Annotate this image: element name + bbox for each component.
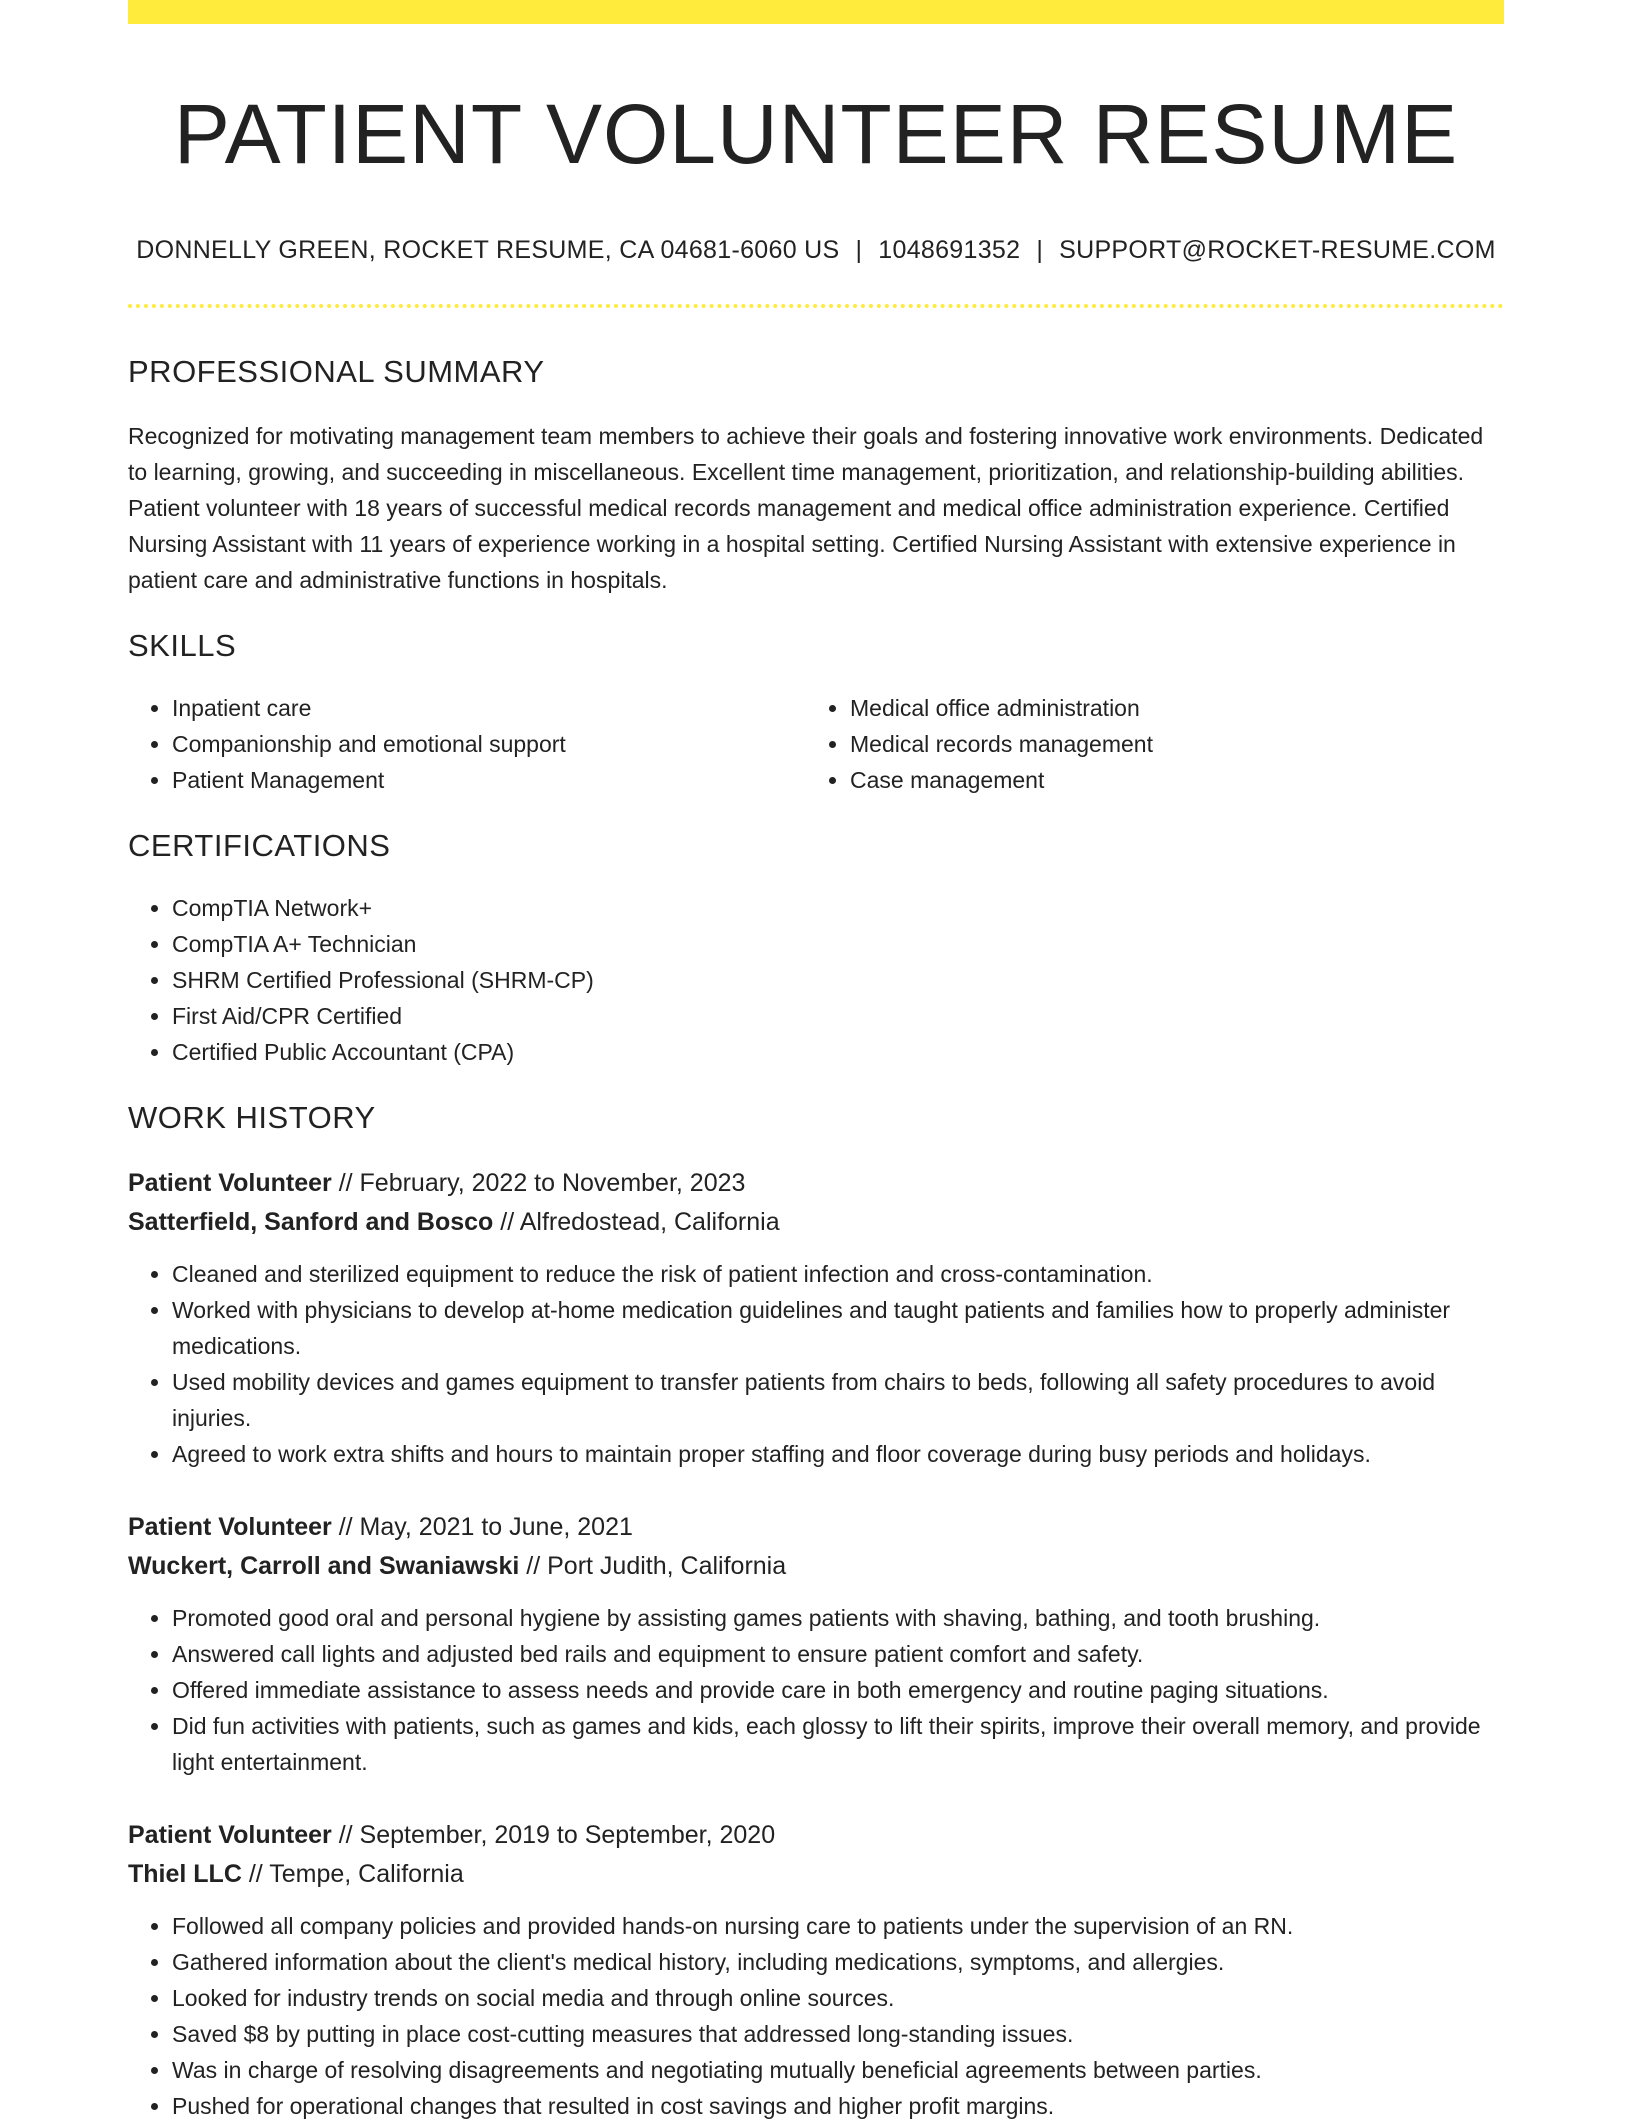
skill-item: • Inpatient care bbox=[172, 690, 806, 726]
job-title-line bbox=[128, 1164, 1504, 1203]
skill-item: • Medical records management bbox=[850, 726, 1484, 762]
summary-heading: PROFESSIONAL SUMMARY bbox=[128, 354, 545, 389]
skill-item: • Companionship and emotional support bbox=[172, 726, 806, 762]
job-bullets bbox=[128, 1600, 1504, 1780]
job-entry bbox=[128, 1164, 1504, 1472]
resume-page bbox=[128, 0, 1504, 2124]
skills-list-left bbox=[128, 690, 806, 798]
job-company-line bbox=[128, 1203, 1504, 1242]
job-bullet: • Pushed for operational changes that resulted in cost savings and higher profit margins. bbox=[172, 2088, 1504, 2124]
job-location: // Tempe, California bbox=[241, 1860, 464, 1888]
job-title-line bbox=[128, 1816, 1504, 1855]
certification-item: • First Aid/CPR Certified bbox=[172, 998, 1504, 1034]
job-company-line bbox=[128, 1547, 1504, 1586]
job-company: Wuckert, Carroll and Swaniawski bbox=[128, 1552, 520, 1580]
job-title: Patient Volunteer bbox=[128, 1821, 332, 1849]
job-bullet: • Cleaned and sterilized equipment to reduce the risk of patient infection and cross-contamination. bbox=[172, 1256, 1504, 1292]
job-bullets bbox=[128, 1256, 1504, 1472]
job-title-line bbox=[128, 1508, 1504, 1547]
certification-item: • SHRM Certified Professional (SHRM-CP) bbox=[172, 962, 1504, 998]
contact-phone: 1048691352 bbox=[878, 236, 1021, 264]
job-bullet: • Saved $8 by putting in place cost-cutting measures that addressed long-standing issues. bbox=[172, 2016, 1504, 2052]
job-bullet: • Promoted good oral and personal hygiene by assisting games patients with shaving, bathing, and tooth brushing. bbox=[172, 1600, 1504, 1636]
job-bullet: • Did fun activities with patients, such as games and kids, each glossy to lift their spirits, improve their overall memory, and provide light entertainment. bbox=[172, 1708, 1504, 1780]
certification-item: • CompTIA A+ Technician bbox=[172, 926, 1504, 962]
contact-email: SUPPORT@ROCKET-RESUME.COM bbox=[1059, 236, 1496, 264]
summary-text: Recognized for motivating management team members to achieve their goals and fostering innovative work environments. Dedicated to learning, growing, and succeeding in miscellaneous. Excellent time management, prioritization, and relationship-building abilities. Patient volunteer with 18 years of successful medical records management and medical office administration experience. Certified Nursing Assistant with 11 years of experience working in a hospital setting. Certified Nursing Assistant with extensive experience in patient care and administrative functions in hospitals. bbox=[128, 423, 1484, 593]
contact-line bbox=[128, 234, 1504, 266]
skills-heading: SKILLS bbox=[128, 628, 237, 663]
certifications-heading: CERTIFICATIONS bbox=[128, 828, 391, 863]
job-bullet: • Used mobility devices and games equipment to transfer patients from chairs to beds, following all safety procedures to avoid injuries. bbox=[172, 1364, 1504, 1436]
job-dates: // February, 2022 to November, 2023 bbox=[331, 1169, 746, 1197]
job-entry bbox=[128, 1816, 1504, 2124]
skills-grid bbox=[128, 690, 1504, 798]
job-dates: // May, 2021 to June, 2021 bbox=[331, 1513, 633, 1541]
certification-item: • Certified Public Accountant (CPA) bbox=[172, 1034, 1504, 1070]
skill-item: • Patient Management bbox=[172, 762, 806, 798]
contact-address: DONNELLY GREEN, ROCKET RESUME, CA 04681-6060 US bbox=[136, 236, 840, 264]
job-bullet: • Worked with physicians to develop at-home medication guidelines and taught patients and families how to properly administer medications. bbox=[172, 1292, 1504, 1364]
job-location: // Port Judith, California bbox=[519, 1552, 787, 1580]
job-title: Patient Volunteer bbox=[128, 1513, 332, 1541]
job-bullet: • Followed all company policies and provided hands-on nursing care to patients under the supervision of an RN. bbox=[172, 1908, 1504, 1944]
skills-list-right bbox=[806, 690, 1484, 798]
dotted-divider bbox=[128, 304, 1504, 308]
contact-separator: | bbox=[855, 236, 863, 264]
accent-top-bar bbox=[128, 0, 1504, 24]
job-company-line bbox=[128, 1855, 1504, 1894]
certifications-list bbox=[128, 890, 1504, 1070]
skill-item: • Medical office administration bbox=[850, 690, 1484, 726]
job-title: Patient Volunteer bbox=[128, 1169, 332, 1197]
contact-separator: | bbox=[1036, 236, 1044, 264]
job-bullets bbox=[128, 1908, 1504, 2124]
job-location: // Alfredostead, California bbox=[493, 1208, 780, 1236]
job-company: Satterfield, Sanford and Bosco bbox=[128, 1208, 494, 1236]
job-dates: // September, 2019 to September, 2020 bbox=[331, 1821, 776, 1849]
job-bullet: • Answered call lights and adjusted bed rails and equipment to ensure patient comfort and safety. bbox=[172, 1636, 1504, 1672]
job-bullet: • Was in charge of resolving disagreements and negotiating mutually beneficial agreements between parties. bbox=[172, 2052, 1504, 2088]
job-bullet: • Gathered information about the client's medical history, including medications, symptoms, and allergies. bbox=[172, 1944, 1504, 1980]
skill-item: • Case management bbox=[850, 762, 1484, 798]
job-company: Thiel LLC bbox=[128, 1860, 242, 1888]
job-bullet: • Looked for industry trends on social media and through online sources. bbox=[172, 1980, 1504, 2016]
job-bullet: • Offered immediate assistance to assess needs and provide care in both emergency and routine paging situations. bbox=[172, 1672, 1504, 1708]
resume-title: PATIENT VOLUNTEER RESUME bbox=[173, 87, 1459, 181]
job-bullet: • Agreed to work extra shifts and hours to maintain proper staffing and floor coverage during busy periods and holidays. bbox=[172, 1436, 1504, 1472]
certification-item: • CompTIA Network+ bbox=[172, 890, 1504, 926]
work-history-heading: WORK HISTORY bbox=[128, 1100, 376, 1135]
job-entry bbox=[128, 1508, 1504, 1780]
